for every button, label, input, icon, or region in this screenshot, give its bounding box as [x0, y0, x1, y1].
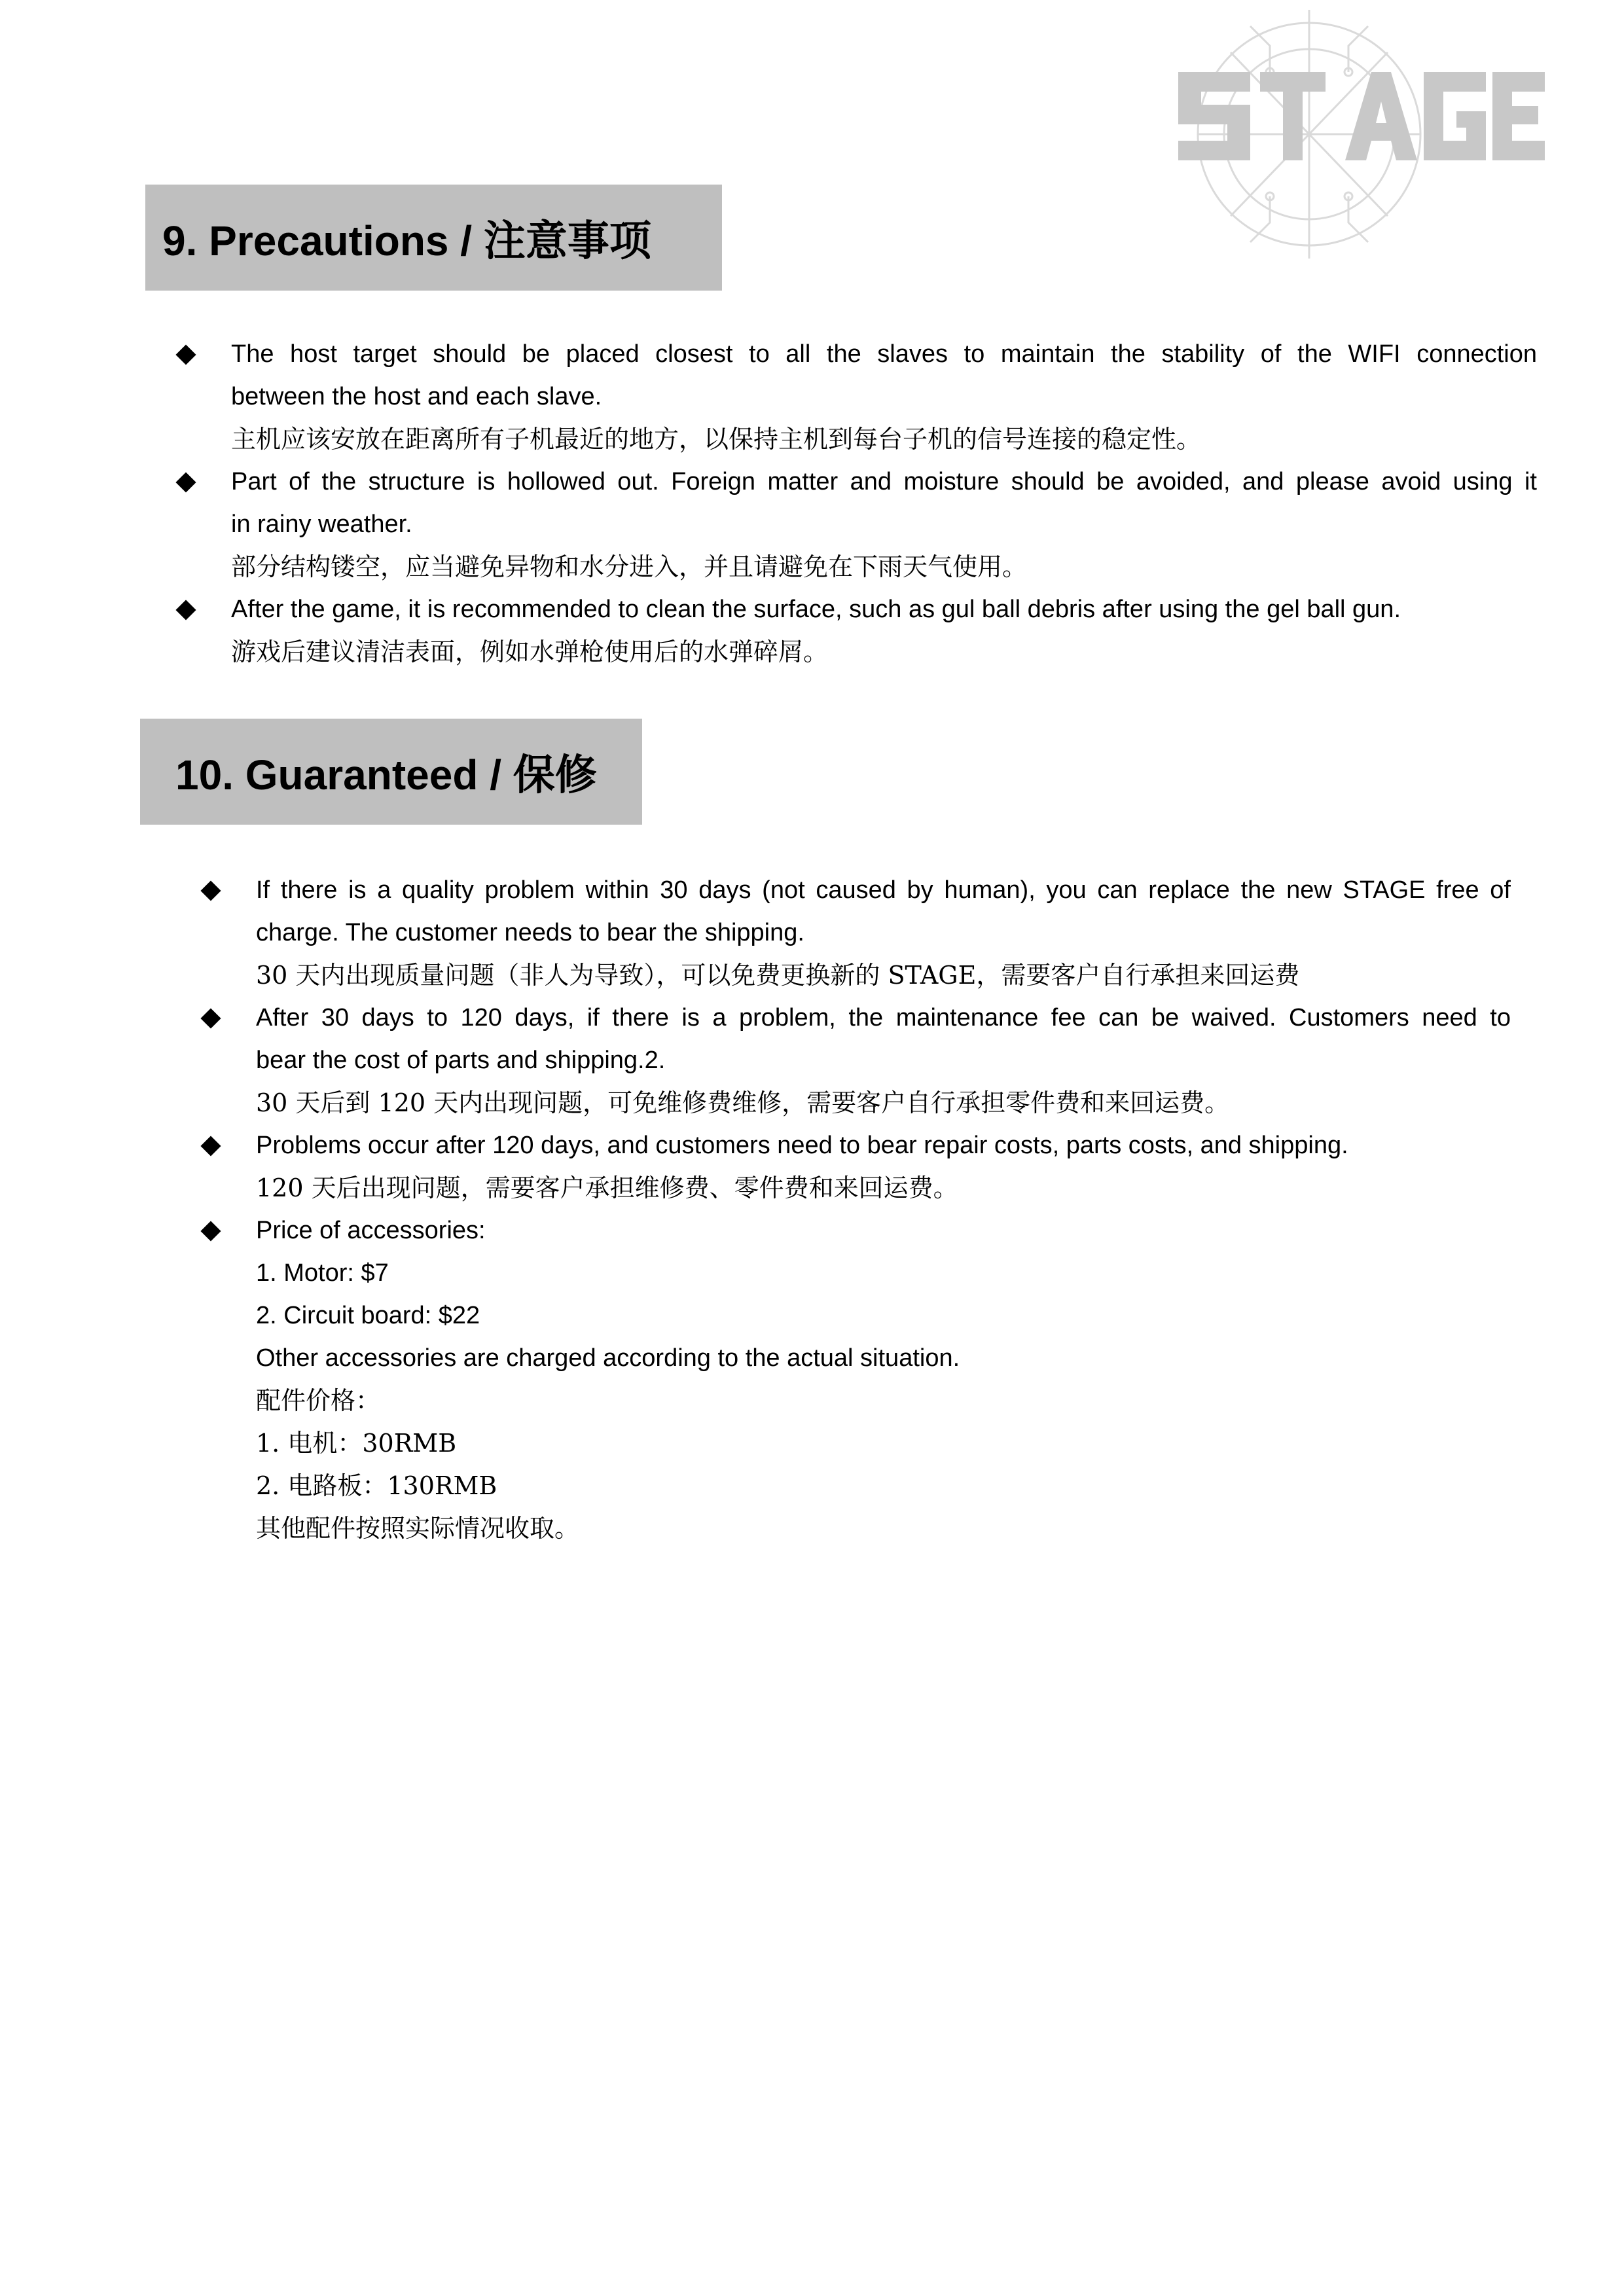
- section-heading-guaranteed: [140, 719, 642, 825]
- item-text-line: bear the cost of parts and shipping.2.: [256, 1047, 666, 1074]
- precautions-list: [175, 333, 1537, 673]
- item-text-line: Part of the structure is hollowed out. Foreign matter and moisture should be avoided, and please avoid using it: [231, 468, 1537, 495]
- list-item: [200, 997, 1511, 1124]
- diamond-bullet-icon: [175, 344, 196, 365]
- price-line: 1. Motor: $7: [256, 1259, 389, 1287]
- stage-logo-icon: [1172, 0, 1545, 281]
- guarantee-list: [200, 869, 1511, 1550]
- price-line-chinese: 2. 电路板：130RMB: [256, 1471, 497, 1500]
- price-line-chinese: 1. 电机：30RMB: [256, 1429, 457, 1458]
- item-text-line: between the host and each slave.: [231, 383, 602, 410]
- list-item: [200, 1210, 1511, 1550]
- section-heading-precautions: [145, 185, 722, 291]
- item-text-line-chinese: 30 天后到 120 天内出现问题，可免维修费维修，需要客户自行承担零件费和来回运费。: [256, 1088, 1230, 1117]
- item-text-line: in rainy weather.: [231, 511, 412, 538]
- diamond-bullet-icon: [200, 1008, 221, 1028]
- list-item: [200, 1124, 1511, 1210]
- diamond-bullet-icon: [200, 1221, 221, 1241]
- list-item: [175, 333, 1537, 461]
- item-text-line-chinese: 游戏后建议清洁表面，例如水弹枪使用后的水弹碎屑。: [231, 637, 829, 666]
- item-text-line: After the game, it is recommended to clean the surface, such as gul ball debris after using the gel ball gun.: [231, 596, 1401, 623]
- item-text-line: charge. The customer needs to bear the shipping.: [256, 919, 804, 946]
- item-text-line: Price of accessories:: [256, 1217, 486, 1244]
- item-text-line-chinese: 主机应该安放在距离所有子机最近的地方，以保持主机到每台子机的信号连接的稳定性。: [231, 425, 1202, 454]
- item-text-line-chinese: 30 天内出现质量问题（非人为导致），可以免费更换新的 STAGE，需要客户自行承担来回运费: [256, 961, 1300, 990]
- item-text-line: The host target should be placed closest to all the slaves to maintain the stability of the WIFI connection: [231, 340, 1537, 368]
- item-text-line-chinese: 配件价格：: [256, 1386, 381, 1415]
- item-text-line-chinese: 部分结构镂空，应当避免异物和水分进入，并且请避免在下雨天气使用。: [231, 552, 1028, 581]
- list-item: [200, 869, 1511, 997]
- item-text-line-chinese: 120 天后出现问题，需要客户承担维修费、零件费和来回运费。: [256, 1174, 958, 1202]
- diamond-bullet-icon: [200, 880, 221, 901]
- section-title: 9. Precautions / 注意事项: [162, 217, 651, 264]
- item-text-line: After 30 days to 120 days, if there is a problem, the maintenance fee can be waived. Customers need to: [256, 1004, 1511, 1031]
- stage-logo: [1172, 0, 1545, 281]
- item-text-line-chinese: 其他配件按照实际情况收取。: [256, 1514, 580, 1543]
- section-title: 10. Guaranteed / 保修: [175, 751, 597, 798]
- price-line: 2. Circuit board: $22: [256, 1302, 480, 1329]
- item-text-line: Problems occur after 120 days, and customers need to bear repair costs, parts costs, and shipping.: [256, 1132, 1348, 1159]
- diamond-bullet-icon: [175, 472, 196, 492]
- item-text-line: Other accessories are charged according to the actual situation.: [256, 1344, 960, 1372]
- item-text-line: If there is a quality problem within 30 days (not caused by human), you can replace the new STAGE free of: [256, 876, 1511, 904]
- diamond-bullet-icon: [175, 600, 196, 620]
- diamond-bullet-icon: [200, 1136, 221, 1156]
- list-item: [175, 588, 1537, 673]
- list-item: [175, 461, 1537, 588]
